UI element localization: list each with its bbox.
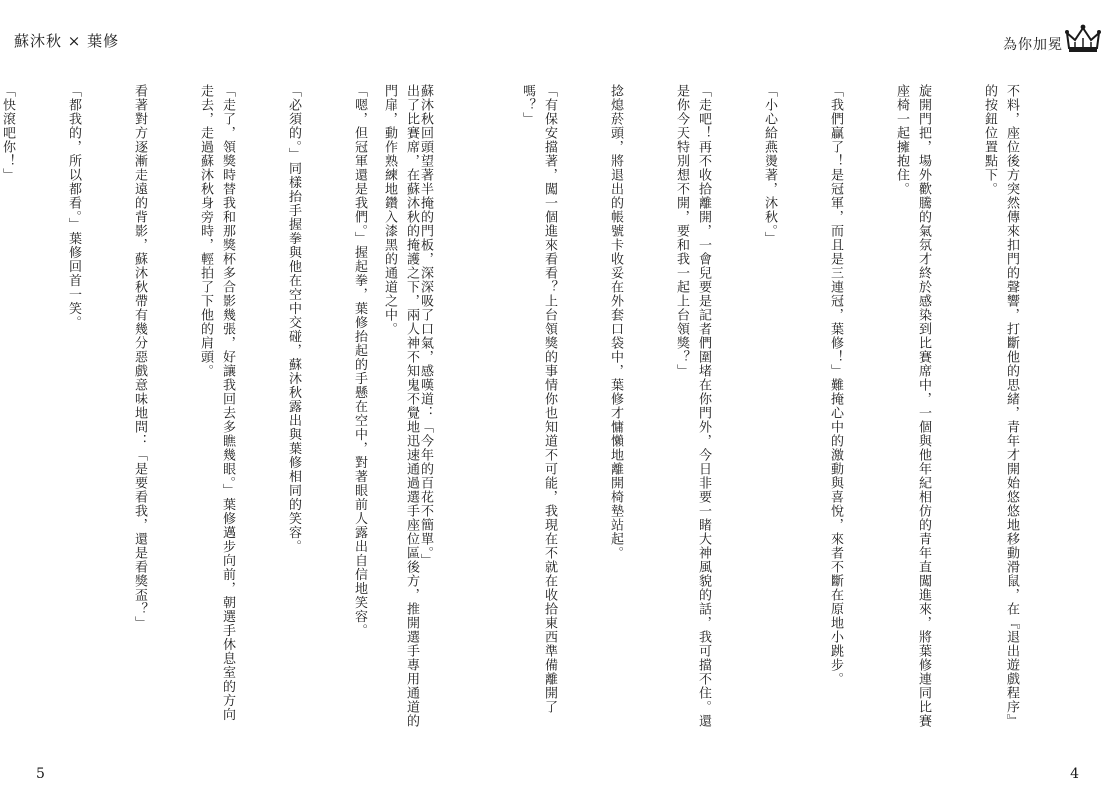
paragraph: 看著對方逐漸走遠的背影，蘇沐秋帶有幾分惡戲意味地問：「是要看我，還是看獎盃？」 xyxy=(132,84,147,630)
paragraph: 不料，座位後方突然傳來扣門的聲響，打斷他的思緒，青年才開始悠悠地移動滑鼠，在『退出遊戲程序』 的按鈕位置點下。 xyxy=(982,84,1019,728)
paragraph: 「走吧！再不收拾離開，一會兒要是記者們圍堵在你門外，今日非要一睹大神風貌的話，我可擋不住。還 是你今天特別想不開，要和我一起上台領獎？」 xyxy=(674,84,711,728)
paragraph: 出了比賽席，在蘇沐秋的掩護之下，兩人神不知鬼不覺地迅速通過選手座位區後方，推開選手專用通道的 門扉，動作熟練地鑽入漆黑的通道之中。 xyxy=(382,84,419,728)
crown-icon xyxy=(1065,24,1101,54)
paragraph: 「走了，領獎時替我和那獎杯多合影幾張，好讓我回去多瞧幾眼。」葉修邁步向前，朝選手休息室的方向 走去，走過蘇沐秋身旁時，輕拍了下他的肩頭。 xyxy=(198,84,235,722)
paragraph: 「我們贏了！是冠軍，而且是三連冠，葉修！」難掩心中的激動與喜悅，來者不斷在原地小跳步。 xyxy=(828,84,843,686)
left-page-body xyxy=(0,84,480,774)
paragraph: 「有保安擋著，闖一個進來看看？上台領獎的事情你也知道不可能，我現在不就在收拾東西準備離開了 嗎？」 xyxy=(520,84,557,714)
paragraph: 捻熄菸頭，將退出的帳號卡收妥在外套口袋中，葉修才慵懶地離開椅墊站起。 xyxy=(608,84,623,560)
paragraph: 「都我的，所以都看。」葉修回首一笑。 xyxy=(66,84,81,330)
page-number-right: 4 xyxy=(1070,766,1079,782)
paragraph: 「小心給燕燙著，沐秋。」 xyxy=(762,84,777,246)
paragraph: 旋開門把，場外歡騰的氣氛才終於感染到比賽席中，一個與他年紀相仿的青年直闖進來，將葉修連同比賽 座椅一起擁抱住。 xyxy=(894,84,931,728)
page-number-left: 5 xyxy=(36,766,45,782)
paragraph: 「嗯，但冠軍還是我們。」握起拳，葉修抬起的手懸在空中，對著眼前人露出自信地笑容。 xyxy=(352,84,367,638)
paragraph: 蘇沐秋回頭望著半掩的門板，深深吸了口氣，感嘆道：「今年的百花不簡單。」 xyxy=(418,84,433,568)
book-title-right: 為你加冕 xyxy=(1003,37,1063,53)
paragraph: 「必須的。」同樣抬手握拳與他在空中交碰，蘇沐秋露出與葉修相同的笑容。 xyxy=(286,84,301,554)
book-title-left: 蘇沐秋 × 葉修 xyxy=(14,32,120,50)
paragraph: 「快滾吧你！」 xyxy=(0,84,15,182)
